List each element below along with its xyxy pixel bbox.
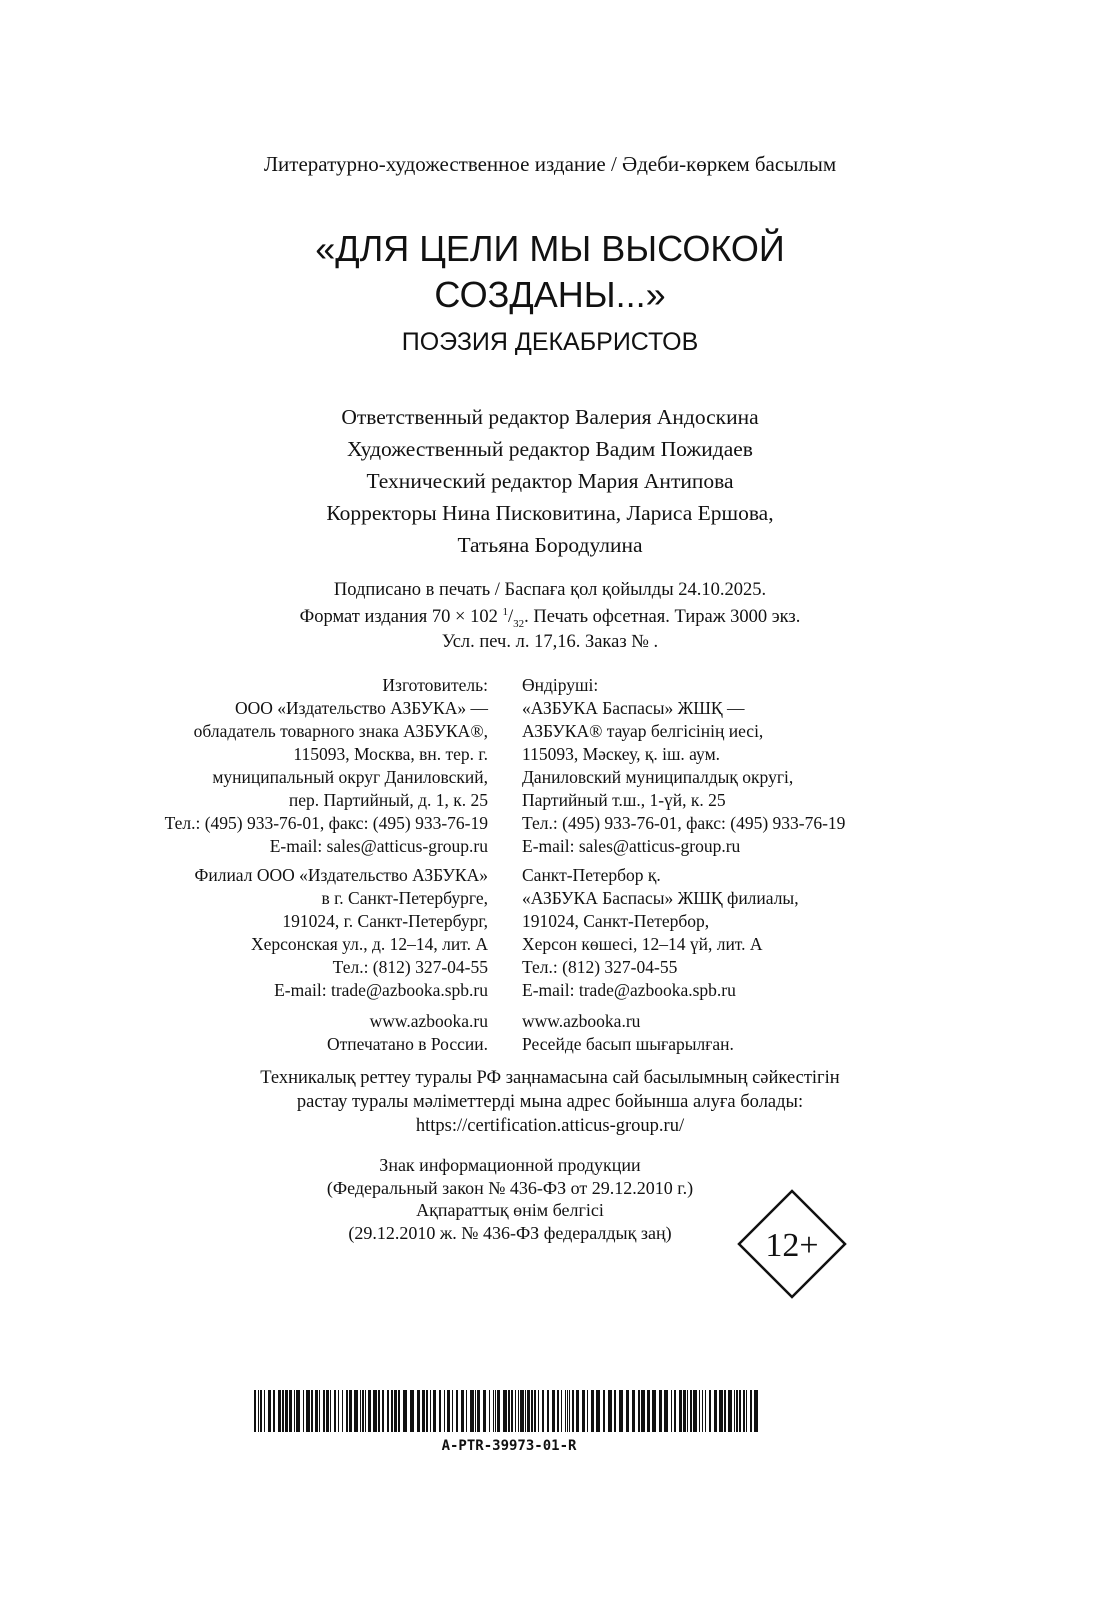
publisher-ru-line: Изготовитель: [382,675,488,695]
barcode-bar [497,1390,500,1432]
barcode-bar [495,1390,496,1432]
barcode-bar [557,1390,559,1432]
footer-kz-block [522,1010,734,1056]
branch-kz-line: «АЗБУКА Баспасы» ЖШҚ филиалы, [522,888,799,908]
branch-ru-line: 191024, г. Санкт-Петербург, [282,911,488,931]
barcode-bar [422,1390,425,1432]
barcode-bar [702,1390,703,1432]
barcode-bar [254,1390,256,1432]
barcode-bar [278,1390,281,1432]
barcode-bar [306,1390,310,1432]
barcode-bar [403,1390,407,1432]
barcode-bar [527,1390,530,1432]
barcode-bar [587,1390,588,1432]
certification-line-1: Техникалық реттеу туралы РФ заңнамасына сай басылымның сәйкестігін [260,1068,840,1088]
barcode-bar [466,1390,467,1432]
barcode-bar [394,1390,397,1432]
barcode-bar [417,1390,420,1432]
barcode-bar [754,1390,758,1432]
barcode-bar [547,1390,549,1432]
branch-kz-line: E-mail: trade@azbooka.spb.ru [522,980,736,1000]
barcode-bar [596,1390,600,1432]
publisher-ru-line: обладатель товарного знака АЗБУКА®, [193,721,488,741]
barcode-bar [382,1390,384,1432]
barcode-bar [303,1390,304,1432]
branch-kz-line: Тел.: (812) 327-04-55 [522,957,678,977]
publisher-kz-line: 115093, Мәскеу, қ. іш. аум. [522,744,721,764]
barcode-bar [531,1390,533,1432]
barcode-bar [699,1390,700,1432]
barcode-bar [626,1390,629,1432]
barcode-bar [743,1390,745,1432]
barcode-bar [582,1390,585,1432]
barcode-bar [518,1390,519,1432]
barcode-bar [452,1390,453,1432]
footer-ru-block [327,1010,488,1056]
barcode-bar [349,1390,352,1432]
credit-proofreaders-cont: Татьяна Бородулина [457,533,643,557]
barcode-bar [319,1390,320,1432]
barcode-bar [569,1390,570,1432]
age-rating-text: 12+ [765,1227,819,1264]
barcode-bar [362,1390,364,1432]
age-rating-badge [736,1188,848,1300]
barcode-bar [641,1390,645,1432]
barcode-bar [591,1390,594,1432]
barcode-bar [603,1390,605,1432]
barcode-bar [311,1390,313,1432]
printed-in-ru: Отпечатано в России. [327,1034,488,1054]
barcode-bar [503,1390,507,1432]
barcode-bar [608,1390,612,1432]
barcode-bar [632,1390,635,1432]
publisher-ru-line: ООО «Издательство АЗБУКА» — [234,698,488,718]
print-sheets: Усл. печ. л. 17,16. Заказ № . [441,632,659,652]
publisher-kz-line: Өндіруші: [522,675,599,695]
barcode-bar [534,1390,536,1432]
barcode-bar [511,1390,513,1432]
barcode-bar [410,1390,414,1432]
certification-line-2: растау туралы мәліметтерді мына адрес бойынша алуға болады: [296,1092,804,1112]
publisher-kz-line: Тел.: (495) 933-76-01, факс: (495) 933-76-19 [522,813,846,833]
publisher-kz-line: Даниловский муниципалдық округі, [522,767,794,787]
barcode-bar [258,1390,259,1432]
website-link-ru: www.azbooka.ru [369,1011,488,1031]
barcode-bar [525,1390,526,1432]
barcode-bar [679,1390,682,1432]
subtitle: ПОЭЗИЯ ДЕКАБРИСТОВ [401,328,699,356]
barcode-bar [373,1390,377,1432]
barcode-bar [330,1390,331,1432]
barcode-bar [433,1390,436,1432]
barcode-bar [739,1390,741,1432]
barcode-code: A-PTR-39973-01-R [441,1438,577,1454]
publisher-ru-line: E-mail: sales@atticus-group.ru [269,836,488,856]
barcode-bar [326,1390,329,1432]
barcode-bar [334,1390,336,1432]
publisher-ru-line: пер. Партийный, д. 1, к. 25 [288,790,488,810]
barcode-bar [354,1390,358,1432]
barcode-bar [282,1390,284,1432]
format-denominator: 32 [513,617,525,630]
info-sign-line: (Федеральный закон № 436-ФЗ от 29.12.2010 г.) [326,1177,694,1198]
branch-ru-line: в г. Санкт-Петербурге, [321,888,488,908]
barcode-bar [338,1390,339,1432]
title-line-2: СОЗДАНЫ...» [434,274,666,315]
branch-kz-block [522,864,799,1002]
barcode-bar [520,1390,524,1432]
barcode-bar [674,1390,676,1432]
barcode-bar [647,1390,650,1432]
barcode-bar [736,1390,738,1432]
barcode-bar [387,1390,389,1432]
info-sign-line: Ақпараттық өнім белгісі [416,1200,604,1220]
barcode-bar [728,1390,732,1432]
credit-proofreaders: Корректоры Нина Писковитина, Лариса Ершова, [326,501,774,525]
branch-kz-line: Санкт-Петербор қ. [522,865,661,885]
credit-tech-editor: Технический редактор Мария Антипова [366,469,734,493]
barcode-bar [565,1390,566,1432]
barcode-bar [652,1390,656,1432]
barcode-bar [576,1390,579,1432]
barcode-bar [572,1390,574,1432]
barcode-bar [439,1390,441,1432]
barcode-bar [552,1390,555,1432]
barcode-bar [683,1390,686,1432]
barcode-bar [561,1390,562,1432]
barcode-bar [365,1390,366,1432]
barcode-bar [475,1390,476,1432]
barcode-bar [687,1390,688,1432]
publisher-ru-line: Тел.: (495) 933-76-01, факс: (495) 933-76-19 [164,813,488,833]
barcode-bar [724,1390,726,1432]
printed-in-kz: Ресейде басып шығарылған. [522,1034,734,1054]
barcode-bar [538,1390,539,1432]
edition-type: Литературно-художественное издание / Әдеби-көркем басылым [263,152,837,176]
barcode-bar [714,1390,717,1432]
barcode-bar [638,1390,640,1432]
branch-ru-line: Тел.: (812) 327-04-55 [332,957,488,977]
branch-ru-line: Филиал ООО «Издательство АЗБУКА» [194,865,488,885]
barcode-bar [746,1390,747,1432]
publisher-kz-line: E-mail: sales@atticus-group.ru [522,836,741,856]
barcode-bar [260,1390,262,1432]
barcode-bar [719,1390,723,1432]
barcode-bar [360,1390,361,1432]
barcode-bar [378,1390,380,1432]
format-prefix: Формат издания 70 × 102 [299,607,503,628]
barcode-bar [342,1390,343,1432]
barcode-bar [289,1390,292,1432]
title-line-1: «ДЛЯ ЦЕЛИ МЫ ВЫСОКОЙ [315,228,785,269]
certification-url: https://certification.atticus-group.ru/ [415,1116,685,1136]
barcode-bar [659,1390,662,1432]
info-sign-block [240,1154,780,1244]
barcode-bar [315,1390,318,1432]
format-suffix: . Печать офсетная. Тираж 3000 экз. [524,607,801,628]
barcode-bar [323,1390,325,1432]
barcode-bar [456,1390,458,1432]
barcode-bar [477,1390,480,1432]
barcode-bar [489,1390,490,1432]
barcode-bar [508,1390,510,1432]
print-signed: Подписано в печать / Баспаға қол қойылды 24.10.2025. [333,580,767,600]
barcode-bar [693,1390,697,1432]
barcode-bar [619,1390,623,1432]
branch-kz-line: 191024, Санкт-Петербор, [522,911,710,931]
publisher-kz-line: «АЗБУКА Баспасы» ЖШҚ — [522,698,745,718]
publisher-ru-line: муниципальный округ Даниловский, [212,767,488,787]
credit-art-editor: Художественный редактор Вадим Пожидаев [347,437,753,461]
barcode-bar [447,1390,450,1432]
barcode-bar [664,1390,668,1432]
barcode-bar [273,1390,275,1432]
print-format: Формат издания 70 × 102 $^1/_{32}$. Печать офсетная. Тираж 3000 экз. [299,606,801,630]
barcode-bar [705,1390,706,1432]
barcode-bar [368,1390,371,1432]
format-numerator: 1 [502,606,508,618]
barcode-bar [430,1390,431,1432]
info-sign-line: (29.12.2010 ж. № 436-ФЗ федералдық заң) [348,1222,672,1243]
credit-responsible-editor: Ответственный редактор Валерия Андоскина [341,405,759,429]
publisher-ru-block [165,674,488,858]
barcode-bar [398,1390,400,1432]
barcode-bar [515,1390,516,1432]
barcode-bar [493,1390,494,1432]
barcode-bar [461,1390,464,1432]
barcode-bar [470,1390,474,1432]
barcode-bar [346,1390,348,1432]
barcode-bar [294,1390,295,1432]
barcode-bar [483,1390,486,1432]
branch-ru-block [195,864,488,1002]
barcode-bar [690,1390,692,1432]
barcode-bar [709,1390,711,1432]
publisher-kz-line: АЗБУКА® тауар белгісінің иесі, [522,721,764,741]
website-link-kz: www.azbooka.ru [522,1011,641,1031]
branch-ru-line: Херсонская ул., д. 12–14, лит. А [250,934,488,954]
barcode-bar [264,1390,265,1432]
barcode-bar [671,1390,672,1432]
barcode-bar [268,1390,271,1432]
publisher-kz-block [522,674,845,858]
barcode-bar [391,1390,393,1432]
barcode-bar [296,1390,300,1432]
barcode-bar [750,1390,752,1432]
barcode-bar [567,1390,568,1432]
barcode-bar [542,1390,544,1432]
barcode-bar [444,1390,445,1432]
barcode-bar [285,1390,288,1432]
barcode-bar [426,1390,428,1432]
branch-ru-line: E-mail: trade@azbooka.spb.ru [274,980,488,1000]
barcode-bar [614,1390,616,1432]
barcode-bar [734,1390,735,1432]
branch-kz-line: Херсон көшесі, 12–14 үй, лит. А [522,934,763,954]
publisher-ru-line: 115093, Москва, вн. тер. г. [293,744,488,764]
info-sign-line: Знак информационной продукции [379,1155,641,1175]
barcode [254,1390,764,1432]
publisher-kz-line: Партийный т.ш., 1-үй, к. 25 [522,790,726,810]
